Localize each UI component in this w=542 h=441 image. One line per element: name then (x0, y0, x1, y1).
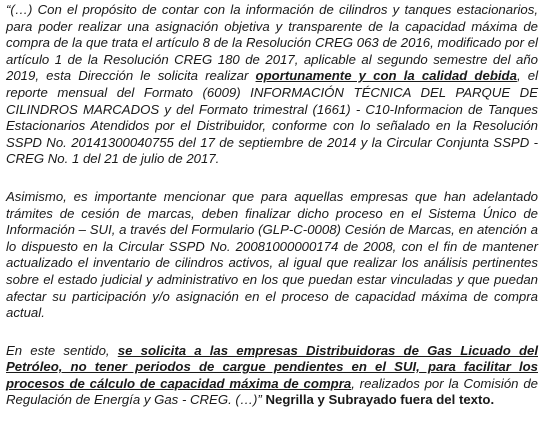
paragraph-1-text-start: “(…) Con el propósito de contar con la información de cilindros y tanques estacionarios, para poder realizar una asignación objetiva y transparente de la capacidad máxima de compra de la que trata el artículo 8 de la Resolución CREG 063 de 2016, modificado por el artículo 1 de la Resolución CREG 180 de 2017, aplicable al segundo semestre del año 2019, esta Dirección le solicita realizar (6, 2, 538, 84)
paragraph-2-text: Asimismo, es importante mencionar que para aquellas empresas que han adelantado trámites de cesión de marcas, deben finalizar dicho proceso en el Sistema Único de Información – SUI, a través del Formulario (GLP-C-0008) Cesión de Marcas, en atención a lo dispuesto en la Circular SSPD No. 20081000000174 de 2008, con el fin de mantener actualizado el inventario de cilindros activos, al igual que realizar los análisis pertinentes sobre el estado judicial y administrativo en los que puedan estar vinculadas y que puedan afectar su participación y/o asignación en el proceso de capacidad máxima de compra actual. (6, 188, 538, 321)
emphasis-note: Negrilla y Subrayado fuera del texto. (261, 392, 495, 408)
paragraph-3-emphasis: se solicita a las empresas Distribuidoras de Gas Licuado del Petróleo, no tener periodos de cargue pendientes en el SUI, para facilitar los procesos de cálculo de capacidad máxima de compra (6, 342, 538, 391)
paragraph-3-text-end: , realizados por la Comisión de Regulación de Energía y Gas - CREG. (…)” (6, 375, 538, 408)
paragraph-3-text-start: En este sentido, (6, 342, 118, 358)
quote-paragraph-1 (6, 2, 538, 168)
quote-paragraph-2 (6, 189, 538, 322)
paragraph-1-text-end: , el reporte mensual del Formato (6009) INFORMACIÓN TÉCNICA DEL PARQUE DE CILINDROS MARCADOS y del Formato trimestral (1661) - C10-Informacion de Tanques Estacionarios Atendidos por el Distribuidor, conforme con lo señalado en la Resolución SSPD No. 20141300040755 del 17 de septiembre de 2014 y la Circular Conjunta SSPD - CREG No. 1 del 21 de julio de 2017. (6, 68, 539, 167)
paragraph-1-emphasis: oportunamente y con la calidad debida (255, 68, 517, 84)
quote-paragraph-3 (6, 343, 538, 409)
